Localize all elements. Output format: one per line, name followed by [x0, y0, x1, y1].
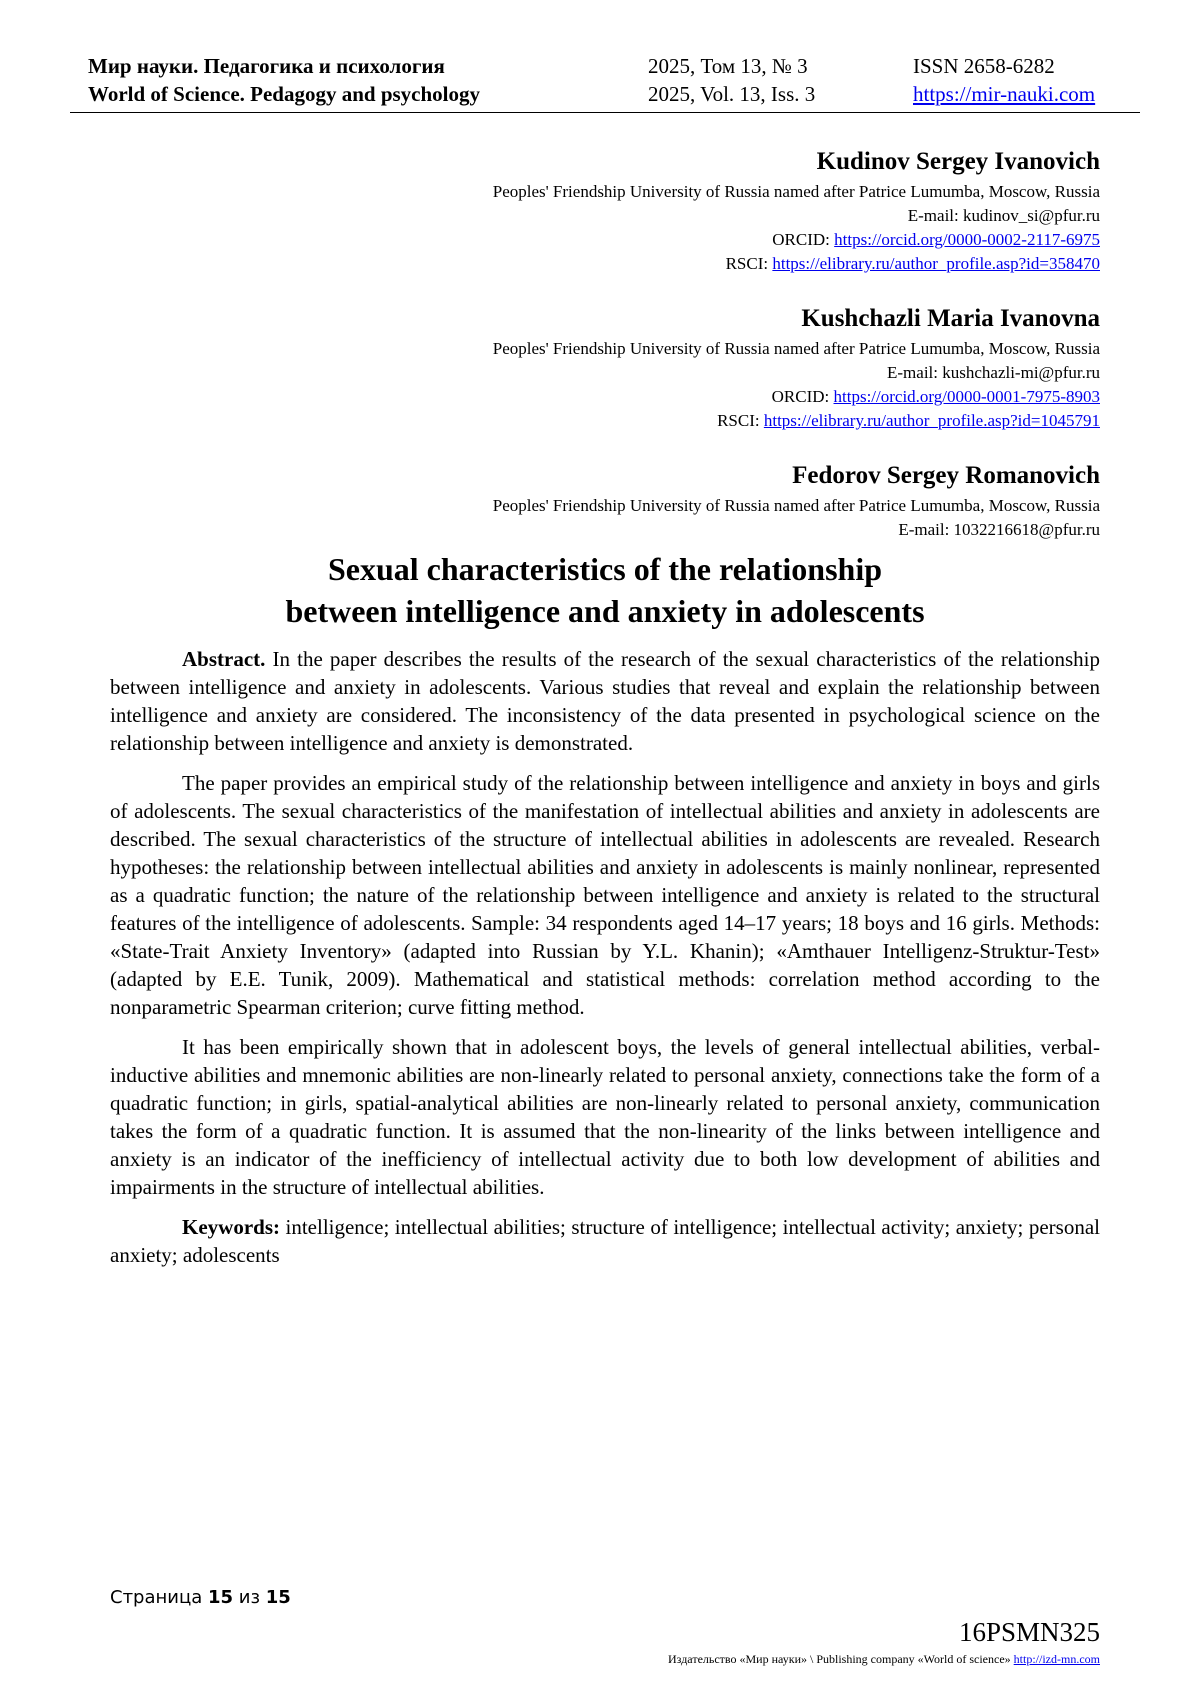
page-total: 15 [265, 1587, 291, 1608]
rsci-label: RSCI: [717, 411, 764, 430]
page-number [110, 1587, 291, 1608]
rsci-link[interactable]: https://elibrary.ru/author_profile.asp?id=1045791 [763, 411, 1100, 430]
orcid-link[interactable]: https://orcid.org/0000-0001-7975-8903 [833, 387, 1100, 406]
page-prefix: Страница [110, 1587, 208, 1608]
authors-block [110, 144, 1100, 567]
orcid-label: ORCID: [771, 387, 834, 406]
author-name: Kushchazli Maria Ivanovna [801, 305, 1100, 332]
author-3 [110, 458, 1100, 542]
orcid-label: ORCID: [772, 230, 835, 249]
page-mid: из [233, 1587, 266, 1608]
rsci-label: RSCI: [725, 254, 773, 273]
journal-url-link[interactable]: https://mir-nauki.com [913, 82, 1096, 106]
orcid-link[interactable]: https://orcid.org/0000-0002-2117-6975 [834, 230, 1100, 249]
publisher-line [668, 1652, 1100, 1667]
abstract-paragraph-2: The paper provides an empirical study of the relationship between intelligence and anxiety in boys and girls of adolescents. The sexual characteristics of the manifestation of intellectual abilities and anxiety in adolescents are described. The sexual characteristics of the structure of intellectual abilities in adolescents are revealed. Research hypotheses: the relationship between intellectual abilities and anxiety in adolescents is mainly nonlinear, represented as a quadratic function; the nature of the relationship between intelligence and anxiety is related to the structural features of the intelligence of adolescents. Sample: 34 respondents aged 14–17 years; 18 boys and 16 girls. Methods: «State-Trait Anxiety Inventory» (adapted into Russian by Y.L. Khanin); «Amthauer Intelligenz-Struktur-Test» (adapted by E.E. Tunik, 2009). Mathematical and statistical methods: correlation method according to the nonparametric Spearman criterion; curve fitting method. [110, 771, 1100, 1019]
issn: ISSN 2658-6282 [913, 54, 1055, 78]
author-1 [110, 144, 1100, 276]
abstract-paragraph-1 [110, 645, 1100, 757]
author-2 [110, 301, 1100, 433]
journal-volume [648, 52, 815, 108]
author-affiliation: Peoples' Friendship University of Russia named after Patrice Lumumba, Moscow, Russia [492, 339, 1100, 358]
journal-name-ru: Мир науки. Педагогика и психология [88, 54, 445, 78]
title-line-2: between intelligence and anxiety in adolescents [285, 593, 925, 629]
abstract-text-1: In the paper describes the results of the research of the sexual characteristics of the relationship between intelligence and anxiety in adolescents. Various studies that reveal and explain the relationship between intelligence and anxiety are considered. The inconsistency of the data presented in psychological science on the relationship between intelligence and anxiety is demonstrated. [110, 647, 1100, 755]
author-email: E-mail: kudinov_si@pfur.ru [907, 206, 1100, 225]
title-line-1: Sexual characteristics of the relationship [327, 551, 882, 587]
article-code: 16PSMN325 [958, 1617, 1100, 1647]
page-current: 15 [207, 1587, 234, 1608]
keywords-label: Keywords: [182, 1215, 280, 1239]
author-affiliation: Peoples' Friendship University of Russia named after Patrice Lumumba, Moscow, Russia [492, 496, 1100, 515]
abstract-paragraph-3: It has been empirically shown that in adolescent boys, the levels of general intellectual abilities, verbal-inductive abilities and mnemonic abilities are non-linearly related to personal anxiety, connections take the form of a quadratic function; in girls, spatial-analytical abilities are non-linearly related to personal anxiety, communication takes the form of a quadratic function. It is assumed that the non-linearity of the links between intelligence and anxiety is an indicator of the inefficiency of intellectual activity due to both low development of abilities and impairments in the structure of intellectual abilities. [110, 1035, 1100, 1199]
paper-title [110, 548, 1100, 632]
publisher-link[interactable]: http://izd-mn.com [1013, 1652, 1100, 1666]
volume-ru: 2025, Том 13, № 3 [648, 54, 808, 78]
publisher-text: Издательство «Мир науки» \ Publishing company «World of science» [668, 1652, 1014, 1666]
keywords-paragraph [110, 1213, 1100, 1269]
abstract-label: Abstract. [182, 647, 266, 671]
author-affiliation: Peoples' Friendship University of Russia named after Patrice Lumumba, Moscow, Russia [492, 182, 1100, 201]
journal-header [70, 52, 1140, 113]
abstract-section [110, 645, 1100, 1281]
journal-ids [913, 52, 1095, 108]
volume-en: 2025, Vol. 13, Iss. 3 [648, 82, 816, 106]
author-email: E-mail: kushchazli-mi@pfur.ru [887, 363, 1100, 382]
journal-name [88, 52, 480, 108]
author-email: E-mail: 1032216618@pfur.ru [898, 520, 1100, 539]
journal-name-en: World of Science. Pedagogy and psychology [88, 82, 481, 106]
rsci-link[interactable]: https://elibrary.ru/author_profile.asp?id=358470 [772, 254, 1100, 273]
author-name: Fedorov Sergey Romanovich [792, 462, 1100, 489]
author-name: Kudinov Sergey Ivanovich [816, 148, 1100, 175]
keywords-text: intelligence; intellectual abilities; structure of intelligence; intellectual activity; anxiety; personal anxiety; adolescents [110, 1215, 1100, 1267]
